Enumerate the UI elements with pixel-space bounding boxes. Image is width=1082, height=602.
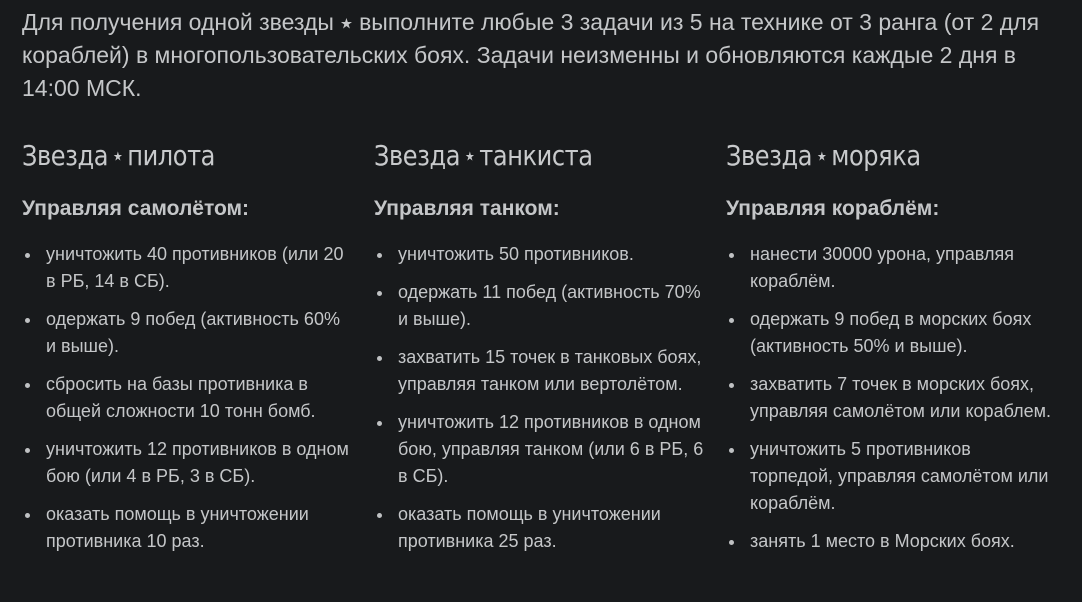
- star-icon: ⭑: [113, 143, 123, 167]
- pilot-task-list: [22, 241, 352, 555]
- tanker-star-title: Звезда ⭑ танкиста: [374, 136, 658, 175]
- list-item: одержать 9 побед (активность 60% и выше).: [22, 306, 352, 360]
- list-item: оказать помощь в уничтожении противника 10 раз.: [22, 501, 352, 555]
- pilot-star-column: [22, 136, 352, 566]
- list-item: одержать 11 побед (активность 70% и выше).: [374, 279, 704, 333]
- sailor-subtitle: Управляя кораблём:: [726, 197, 940, 220]
- list-item: уничтожить 12 противников в одном бою (или 4 в РБ, 3 в СБ).: [22, 436, 352, 490]
- list-item: сбросить на базы противника в общей сложности 10 тонн бомб.: [22, 371, 352, 425]
- sailor-task-list: [726, 241, 1056, 555]
- list-item: уничтожить 12 противников в одном бою, управляя танком (или 6 в РБ, 6 в СБ).: [374, 409, 704, 490]
- star-icon: ⭑: [817, 143, 827, 167]
- star-icon: ⭑: [465, 143, 475, 167]
- sailor-star-title: Звезда ⭑ моряка: [726, 136, 1010, 175]
- list-item: уничтожить 5 противников торпедой, управляя самолётом или кораблём.: [726, 436, 1056, 517]
- tanker-subtitle: Управляя танком:: [374, 197, 560, 220]
- list-item: занять 1 место в Морских боях.: [726, 528, 1056, 555]
- pilot-subtitle: Управляя самолётом:: [22, 197, 250, 220]
- list-item: оказать помощь в уничтожении противника 25 раз.: [374, 501, 704, 555]
- list-item: уничтожить 40 противников (или 20 в РБ, 14 в СБ).: [22, 241, 352, 295]
- list-item: уничтожить 50 противников.: [374, 241, 704, 268]
- intro-text: Для получения одной звезды ⭑ выполните любые 3 задачи из 5 на технике от 3 ранга (от 2 для кораблей) в многопользовательских боях. Задачи неизменны и обновляются каждые 2 дня в 14:00 МСК.: [22, 9, 1040, 101]
- sailor-star-column: [726, 136, 1056, 566]
- star-columns: [22, 136, 1082, 602]
- list-item: нанести 30000 урона, управляя кораблём.: [726, 241, 1056, 295]
- tanker-task-list: [374, 241, 704, 555]
- list-item: захватить 7 точек в морских боях, управляя самолётом или кораблем.: [726, 371, 1056, 425]
- list-item: захватить 15 точек в танковых боях, управляя танком или вертолётом.: [374, 344, 704, 398]
- tanker-star-column: [374, 136, 704, 566]
- pilot-star-title: Звезда ⭑ пилота: [22, 136, 306, 175]
- list-item: одержать 9 побед в морских боях (активность 50% и выше).: [726, 306, 1056, 360]
